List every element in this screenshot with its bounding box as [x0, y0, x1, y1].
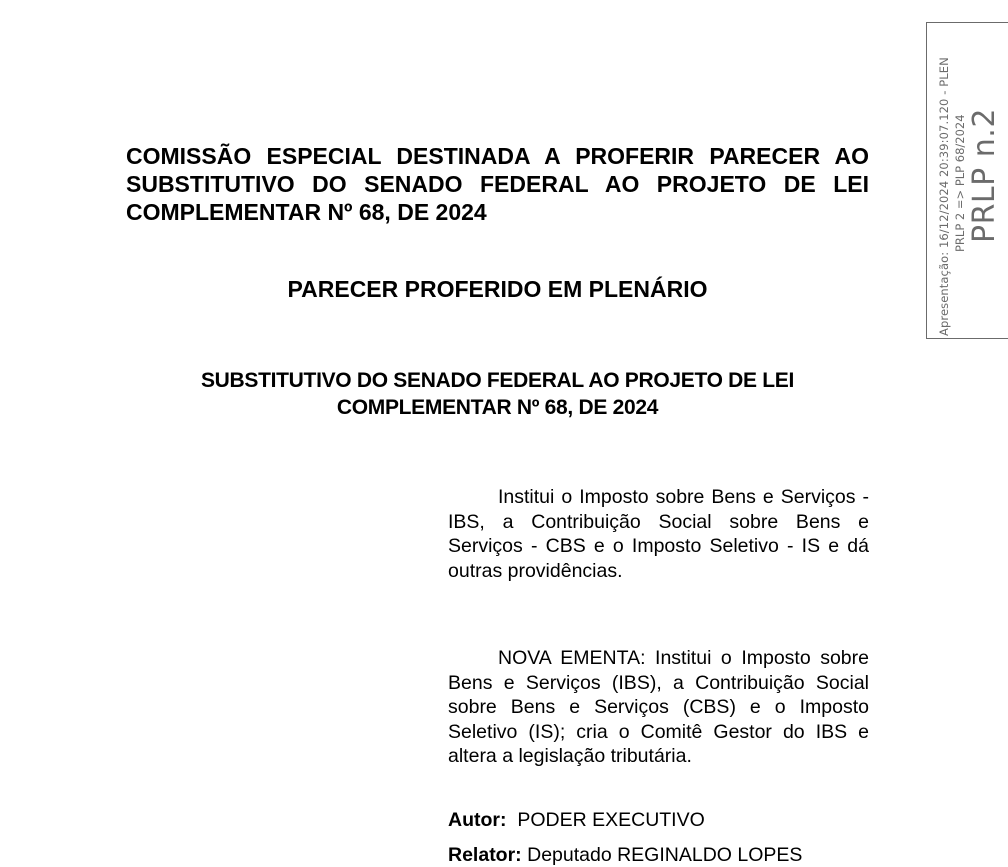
ementa-original: Institui o Imposto sobre Bens e Serviços - IBS, a Contribuição Social sobre Bens e Serviços - CBS e o Imposto Seletivo - IS e dá outras providências. [448, 486, 869, 582]
stamp-presentation: Apresentação: 16/12/2024 20:39:07.120 - PLEN [937, 57, 951, 336]
rapporteur-label: Relator: [448, 844, 522, 866]
stamp-code: PRLP n.2 [967, 108, 1002, 243]
ementa-new: NOVA EMENTA: Institui o Imposto sobre Bens e Serviços (IBS), a Contribuição Social sobre Bens e Serviços (CBS) e o Imposto Seletivo (IS); cria o Comitê Gestor do IBS e altera a legislação tributária. [448, 647, 869, 767]
stamp-rotated-text [927, 26, 1008, 336]
rapporteur-value: Deputado REGINALDO LOPES [527, 844, 803, 866]
author-label: Autor: [448, 809, 507, 831]
bill-title-line-2: COMPLEMENTAR Nº 68, DE 2024 [336, 396, 659, 419]
rapporteur-line [448, 843, 869, 867]
bill-title [126, 367, 869, 421]
author-line [448, 808, 869, 832]
stamp-reference: PRLP 2 => PLP 68/2024 [953, 114, 967, 252]
section-heading: PARECER PROFERIDO EM PLENÁRIO [287, 276, 708, 302]
author-value: PODER EXECUTIVO [517, 809, 705, 831]
bill-title-line-1: SUBSTITUTIVO DO SENADO FEDERAL AO PROJETO DE LEI [200, 369, 795, 392]
presentation-stamp [926, 22, 1008, 339]
commission-title: COMISSÃO ESPECIAL DESTINADA A PROFERIR PARECER AO SUBSTITUTIVO DO SENADO FEDERAL AO PROJETO DE LEI COMPLEMENTAR Nº 68, DE 2024 [126, 143, 869, 225]
